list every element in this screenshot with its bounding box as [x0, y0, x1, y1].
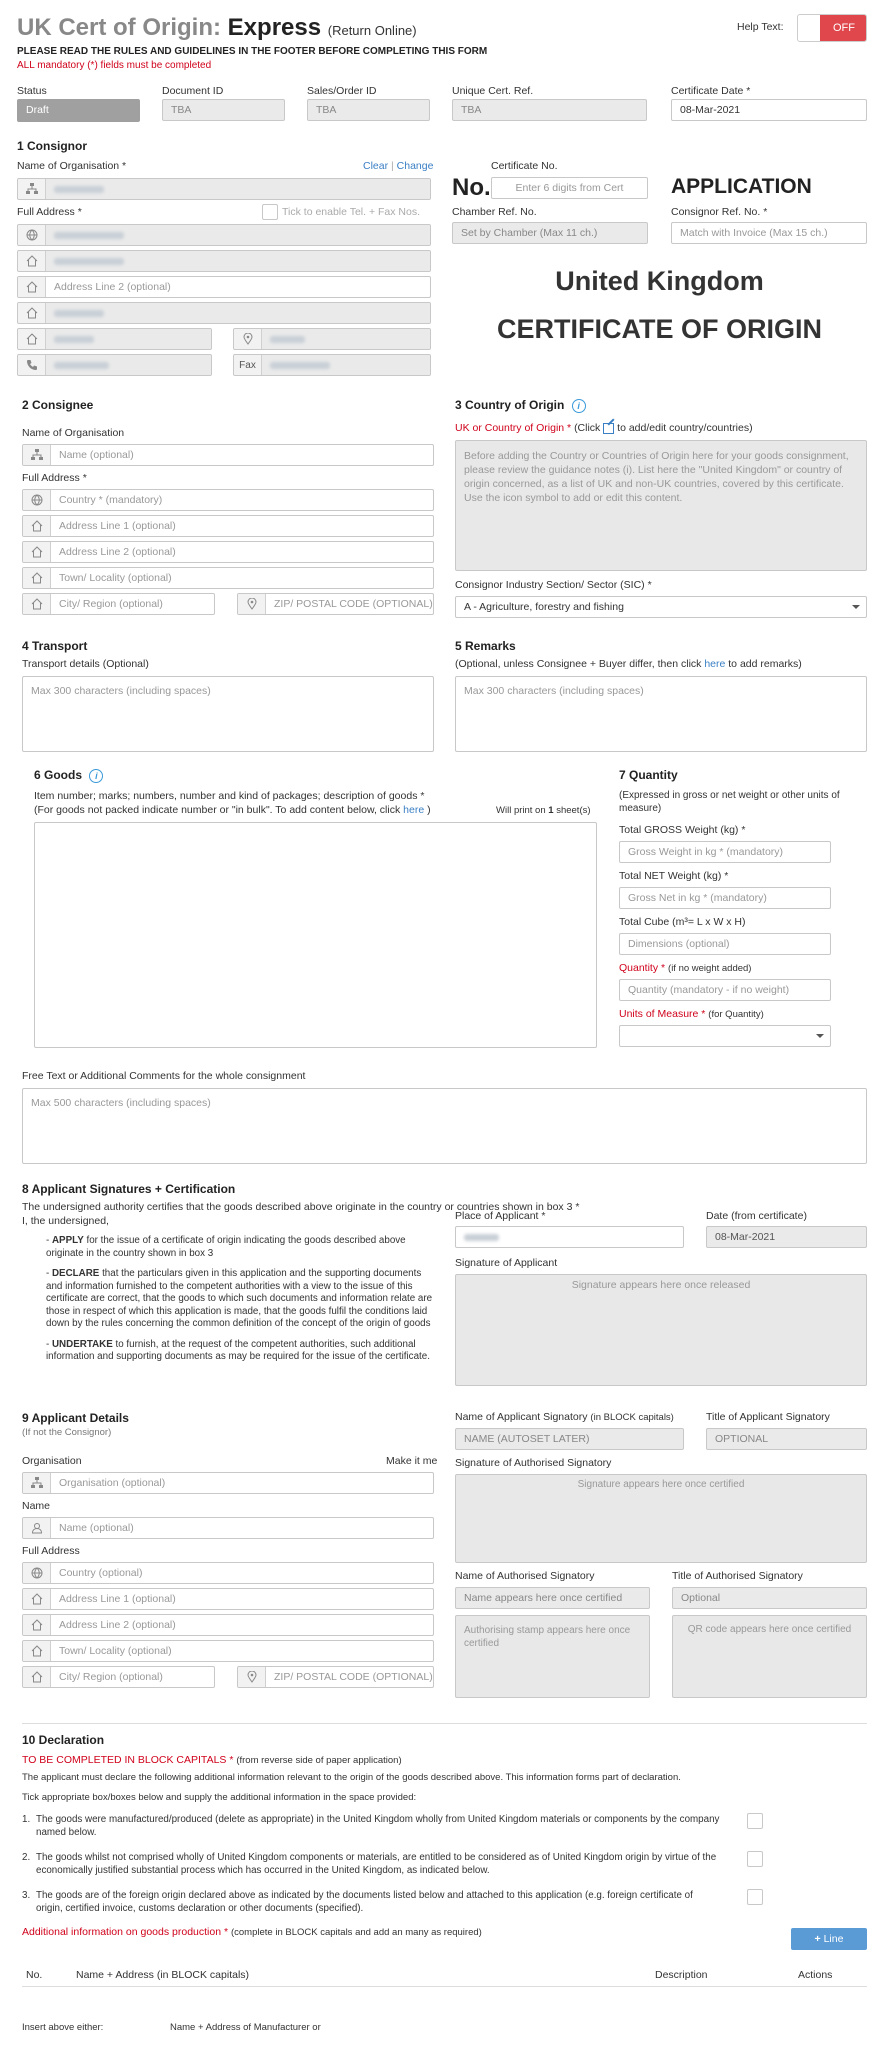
details-name-field[interactable]: Name (optional): [22, 1517, 434, 1539]
quantity-heading: 7 Quantity: [619, 768, 678, 782]
gross-weight-input[interactable]: Gross Weight in kg * (mandatory): [619, 841, 831, 863]
authorised-title-field: Optional: [672, 1587, 867, 1609]
transport-label: Transport details (Optional): [22, 658, 149, 670]
insert-item-1: Name + Address of Manufacturer or: [170, 2022, 321, 2033]
declaration-heading: 10 Declaration: [22, 1733, 105, 1747]
undersigned-label: I, the undersigned,: [22, 1215, 109, 1227]
details-town-field[interactable]: Town/ Locality (optional): [22, 1640, 434, 1662]
declaration-intro: The applicant must declare the following additional information relevant to the origin of the goods described above. This information forms part of declaration.: [22, 1772, 681, 1783]
chevron-down-icon: [852, 605, 860, 609]
phone-icon: [18, 355, 46, 375]
details-city-field[interactable]: City/ Region (optional): [22, 1666, 215, 1688]
units-label: Units of Measure * (for Quantity): [619, 1008, 764, 1020]
consignor-ref-input[interactable]: Match with Invoice (Max 15 ch.): [671, 222, 867, 244]
col-actions: Actions: [798, 1969, 833, 1981]
chamber-ref-label: Chamber Ref. No.: [452, 206, 537, 218]
fax-label: Fax: [234, 355, 262, 375]
declaration-checkbox-2[interactable]: [747, 1851, 763, 1867]
section-divider: [22, 1723, 867, 1724]
quantity-label: Quantity * (if no weight added): [619, 962, 752, 974]
globe-icon: [23, 1563, 51, 1583]
authorised-title-label: Title of Authorised Signatory: [672, 1570, 803, 1582]
certificate-no-input[interactable]: Enter 6 digits from Cert: [491, 177, 648, 199]
chamber-ref-field: Set by Chamber (Max 11 ch.): [452, 222, 648, 244]
sic-select[interactable]: A - Agriculture, forestry and fishing: [455, 596, 867, 618]
consignee-heading: 2 Consignee: [22, 398, 94, 412]
help-text-label: Help Text:: [737, 21, 784, 33]
mandatory-notice: ALL mandatory (*) fields must be completed: [17, 60, 212, 71]
consignee-country-field[interactable]: Country * (mandatory): [22, 489, 434, 511]
free-text-textarea[interactable]: Max 500 characters (including spaces): [22, 1088, 867, 1164]
remarks-heading: 5 Remarks: [455, 639, 516, 653]
details-sub: (If not the Consignor): [22, 1427, 112, 1438]
signatory-name-field: NAME (AUTOSET LATER): [455, 1428, 684, 1450]
consignee-line1-field[interactable]: Address Line 1 (optional): [22, 515, 434, 537]
origin-label: UK or Country of Origin * (Click to add/edit country/countries): [455, 422, 753, 434]
goods-hint: (For goods not packed indicate number or "in bulk". To add content below, click here ): [34, 804, 431, 816]
declare-item: - DECLARE that the particulars given in this application and the supporting documents and information furnished to the competent authorities with a view to the issue of this certificate are correct, that the goods to which such documents and information relate are those in respect of which this application is made, that the goods fulfil the conditions laid down by the rules concerning the common definition of the concept of the origin of goods: [46, 1268, 433, 1329]
authorised-name-field: Name appears here once certified: [455, 1587, 650, 1609]
total-cube-label: Total Cube (m³= L x W x H): [619, 916, 746, 928]
home-icon: [23, 1667, 51, 1687]
transport-heading: 4 Transport: [22, 639, 88, 653]
origin-countries-box[interactable]: Before adding the Country or Countries of Origin here for your goods consignment, please review the guidance notes (i). List here the "United Kingdom" or country of origin concerned, as a list of UK and non-UK countries, covered by this certificate. Use the icon symbol to add or edit this content.: [455, 440, 867, 571]
signatory-name-label: Name of Applicant Signatory (in BLOCK capitals): [455, 1411, 674, 1423]
declaration-checkbox-1[interactable]: [747, 1813, 763, 1829]
home-icon: [18, 329, 46, 349]
certificate-date-label: Certificate Date *: [671, 85, 751, 97]
consignor-actions: [363, 160, 433, 172]
info-icon[interactable]: i: [89, 769, 103, 783]
units-select[interactable]: [619, 1025, 831, 1047]
applicant-bullets: [46, 1235, 434, 1364]
home-icon: [23, 1615, 51, 1635]
signatory-title-field: OPTIONAL: [706, 1428, 867, 1450]
consignor-fax-field: [233, 354, 431, 376]
consignee-town-field[interactable]: Town/ Locality (optional): [22, 567, 434, 589]
details-country-field[interactable]: Country (optional): [22, 1562, 434, 1584]
consignor-postcode-field: [233, 328, 431, 350]
qr-code-box: QR code appears here once certified: [672, 1615, 867, 1698]
plus-icon: +: [814, 1933, 821, 1945]
col-name-address: Name + Address (in BLOCK capitals): [76, 1969, 250, 1981]
consignee-name-field[interactable]: Name (optional): [22, 444, 434, 466]
remarks-here-link[interactable]: here: [704, 658, 726, 670]
remarks-label: (Optional, unless Consignee + Buyer differ, then click here to add remarks): [455, 658, 802, 670]
declaration-item-1: 1. The goods were manufactured/produced (delete as appropriate) in the United Kingdom wholly from United Kingdom materials or components by the company named below.: [22, 1814, 720, 1838]
home-icon: [23, 594, 51, 614]
consignee-address-label: Full Address *: [22, 472, 87, 484]
applicant-signature-box: Signature appears here once released: [455, 1274, 867, 1386]
consignee-org-label: Name of Organisation: [22, 427, 125, 439]
document-id-field: TBA: [162, 99, 285, 121]
authorising-stamp-box: Authorising stamp appears here once certified: [455, 1615, 650, 1698]
declaration-item-3: 3. The goods are of the foreign origin declared above as indicated by the documents listed below and attached to this application (e.g. foreign certificate of origin, certified invoice, customs declaration or other documents (specified).: [22, 1890, 693, 1914]
consignor-org-label: Name of Organisation *: [17, 160, 127, 172]
details-address-label: Full Address: [22, 1545, 80, 1557]
sales-order-label: Sales/Order ID: [307, 85, 377, 97]
details-org-label: Organisation: [22, 1455, 82, 1467]
remarks-textarea[interactable]: Max 300 characters (including spaces): [455, 676, 867, 752]
country-title: United Kingdom: [555, 266, 764, 296]
map-marker-icon: [234, 329, 262, 349]
consignor-heading: 1 Consignor: [17, 139, 88, 153]
home-icon: [18, 303, 46, 323]
consignor-line2-field[interactable]: Address Line 2 (optional): [17, 276, 431, 298]
insert-above-label: Insert above either:: [22, 2022, 104, 2033]
map-marker-icon: [238, 1667, 266, 1687]
undertake-item: - UNDERTAKE to furnish, at the request of the competent authorities, such additional information and supporting documents as may be required for the issue of the certificate.: [46, 1338, 430, 1362]
user-icon: [23, 1518, 51, 1538]
authorised-signature-label: Signature of Authorised Signatory: [455, 1457, 612, 1469]
home-icon: [23, 568, 51, 588]
page-title: UK Cert of Origin: Express (Return Online): [17, 14, 417, 41]
tel-fax-label: Tick to enable Tel. + Fax Nos.: [282, 206, 421, 218]
certificate-title: CERTIFICATE OF ORIGIN: [497, 314, 822, 344]
home-icon: [18, 251, 46, 271]
consignee-city-field[interactable]: City/ Region (optional): [22, 593, 215, 615]
net-weight-input[interactable]: Gross Net in kg * (mandatory): [619, 887, 831, 909]
sitemap-icon: [23, 1473, 51, 1493]
unique-cert-label: Unique Cert. Ref.: [452, 85, 534, 97]
document-id-label: Document ID: [162, 85, 224, 97]
status-badge: Draft: [17, 99, 140, 122]
place-of-applicant-label: Place of Applicant *: [455, 1210, 546, 1222]
quantity-note: (Expressed in gross or net weight or other units of measure): [619, 790, 840, 814]
net-weight-label: Total NET Weight (kg) *: [619, 870, 729, 882]
details-line2-field[interactable]: Address Line 2 (optional): [22, 1614, 434, 1636]
home-icon: [23, 1589, 51, 1609]
col-no: No.: [26, 1969, 43, 1981]
edit-icon[interactable]: [603, 423, 614, 434]
unique-cert-field: TBA: [452, 99, 647, 121]
separator: |: [391, 160, 394, 172]
consignee-line2-field[interactable]: Address Line 2 (optional): [22, 541, 434, 563]
gross-weight-label: Total GROSS Weight (kg) *: [619, 824, 746, 836]
sic-label: Consignor Industry Section/ Sector (SIC) *: [455, 579, 652, 591]
details-heading: 9 Applicant Details: [22, 1411, 129, 1425]
make-it-me-link[interactable]: Make it me: [386, 1455, 438, 1467]
place-of-applicant-input[interactable]: [455, 1226, 684, 1248]
transport-textarea[interactable]: Max 300 characters (including spaces): [22, 676, 434, 752]
chevron-down-icon: [816, 1034, 824, 1038]
certification-text: The undersigned authority certifies that the goods described above originate in the country or countries shown in box 3 *: [22, 1201, 580, 1213]
col-description: Description: [655, 1969, 708, 1981]
consignor-address-label: Full Address *: [17, 206, 82, 218]
rules-notice: PLEASE READ THE RULES AND GUIDELINES IN THE FOOTER BEFORE COMPLETING THIS FORM: [17, 46, 488, 57]
free-text-label: Free Text or Additional Comments for the whole consignment: [22, 1070, 306, 1082]
home-icon: [18, 277, 46, 297]
home-icon: [23, 1641, 51, 1661]
consignor-line1-field: [17, 250, 431, 272]
application-title: APPLICATION: [671, 175, 812, 198]
clear-link[interactable]: Clear: [363, 160, 389, 172]
sheet-count: Will print on 1 sheet(s): [496, 805, 591, 816]
tel-fax-checkbox[interactable]: [262, 204, 278, 220]
sales-order-field: TBA: [307, 99, 430, 121]
applicant-signature-label: Signature of Applicant: [455, 1257, 558, 1269]
goods-here-link[interactable]: here: [403, 804, 425, 816]
table-header-divider: [22, 1986, 867, 1987]
home-icon: [23, 516, 51, 536]
change-link[interactable]: Change: [396, 160, 434, 172]
applicant-heading: 8 Applicant Signatures + Certification: [22, 1182, 236, 1196]
details-org-field[interactable]: Organisation (optional): [22, 1472, 434, 1494]
globe-icon: [18, 225, 46, 245]
toggle-state: OFF: [820, 15, 867, 41]
goods-desc-label: Item number; marks; numbers, number and kind of packages; description of goods *: [34, 790, 425, 802]
additional-info-label: Additional information on goods production * (complete in BLOCK capitals and add an many as required): [22, 1926, 482, 1938]
signatory-title-label: Title of Applicant Signatory: [706, 1411, 830, 1423]
goods-textarea[interactable]: [34, 822, 597, 1048]
details-zip-field[interactable]: ZIP/ POSTAL CODE (OPTIONAL): [237, 1666, 434, 1688]
details-name-label: Name: [22, 1500, 51, 1512]
status-label: Status: [17, 85, 47, 97]
authorised-name-label: Name of Authorised Signatory: [455, 1570, 595, 1582]
applicant-date-label: Date (from certificate): [706, 1210, 807, 1222]
home-icon: [23, 542, 51, 562]
sitemap-icon: [18, 179, 46, 199]
info-icon[interactable]: i: [572, 399, 586, 413]
applicant-date-field: 08-Mar-2021: [706, 1226, 867, 1248]
no-big-label: No.: [452, 174, 491, 201]
consignor-city-field: [17, 328, 212, 350]
apply-item: - APPLY for the issue of a certificate of origin indicating the goods described above originate in the country shown in box 3: [46, 1235, 406, 1259]
consignor-town-field: [17, 302, 431, 324]
consignor-country-field: [17, 224, 431, 246]
declaration-item-2: 2. The goods whilst not comprised wholly of United Kingdom components or materials, are entitled to be considered as of United Kingdom origin by virtue of the economically justified substantial process which has occurred in the United Kingdom, as indicated below.: [22, 1852, 717, 1876]
consignor-tel-field: [17, 354, 212, 376]
add-line-button[interactable]: + Line: [791, 1928, 867, 1950]
details-line1-field[interactable]: Address Line 1 (optional): [22, 1588, 434, 1610]
block-capitals-label: TO BE COMPLETED IN BLOCK CAPITALS * (from reverse side of paper application): [22, 1754, 402, 1766]
sitemap-icon: [23, 445, 51, 465]
declaration-checkbox-3[interactable]: [747, 1889, 763, 1905]
certificate-no-label: Certificate No.: [491, 160, 558, 172]
help-toggle[interactable]: [797, 14, 867, 42]
consignee-zip-field[interactable]: ZIP/ POSTAL CODE (OPTIONAL): [237, 593, 434, 615]
consignor-org-field: [17, 178, 431, 200]
globe-icon: [23, 490, 51, 510]
map-marker-icon: [238, 594, 266, 614]
quantity-input[interactable]: Quantity (mandatory - if no weight): [619, 979, 831, 1001]
consignor-ref-label: Consignor Ref. No. *: [671, 206, 768, 218]
goods-heading: 6 Goods i: [34, 768, 103, 783]
certificate-date-field[interactable]: 08-Mar-2021: [671, 99, 867, 121]
origin-heading: 3 Country of Origin i: [455, 398, 586, 413]
authorised-signature-box: Signature appears here once certified: [455, 1474, 867, 1563]
declaration-tick-note: Tick appropriate box/boxes below and supply the additional information in the space provided:: [22, 1792, 417, 1803]
dimensions-input[interactable]: Dimensions (optional): [619, 933, 831, 955]
